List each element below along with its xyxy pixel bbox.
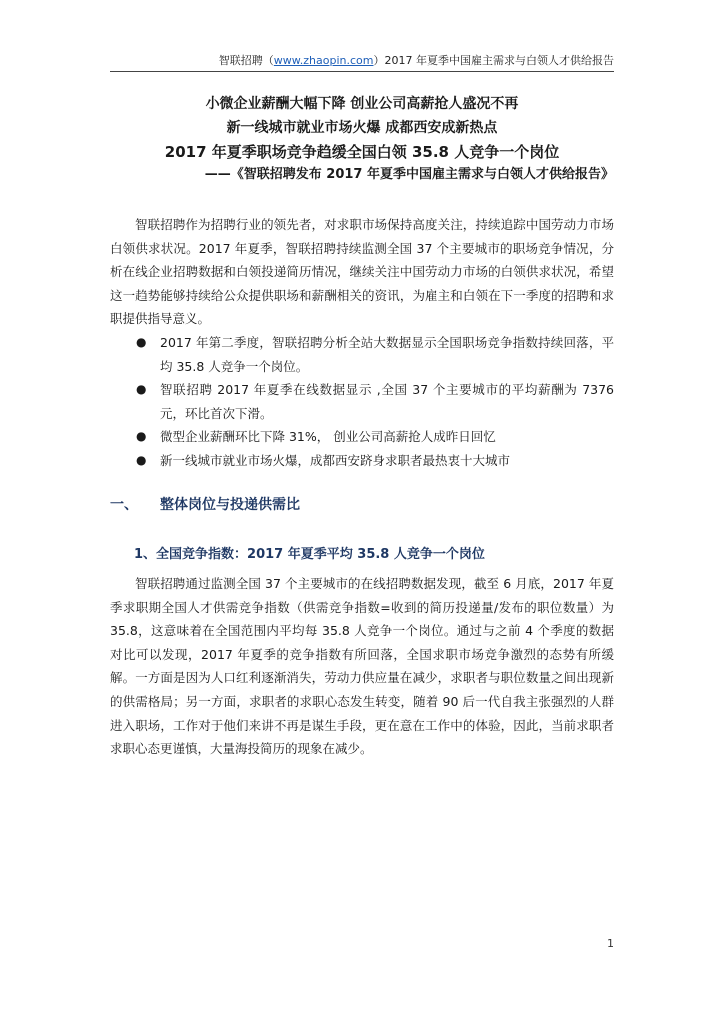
title-line-1: 小微企业薪酬大幅下降 创业公司高薪抢人盛况不再	[205, 96, 519, 112]
header-link[interactable]: www.zhaopin.com	[273, 54, 374, 67]
page-header	[110, 52, 614, 72]
bullet-icon: ●	[136, 334, 147, 349]
title-line-3: 2017 年夏季职场竞争趋缓全国白领 35.8 人竞争一个岗位	[164, 143, 560, 161]
list-item	[110, 378, 614, 425]
list-item	[110, 425, 614, 449]
bullet-text-4: 新一线城市就业市场火爆，成都西安跻身求职者最热衷十大城市	[160, 452, 511, 468]
title-block	[110, 92, 614, 186]
intro-block	[110, 213, 614, 473]
section-number: 一、	[110, 497, 138, 513]
section-heading-1	[110, 494, 300, 514]
section-title: 整体岗位与投递供需比	[160, 497, 300, 513]
list-item	[110, 449, 614, 473]
title-line-2: 新一线城市就业市场火爆 成都西安成新热点	[226, 120, 498, 136]
bullet-icon: ●	[136, 382, 147, 397]
header-suffix: ）2017 年夏季中国雇主需求与白领人才供给报告	[373, 54, 614, 67]
bullet-text-3: 微型企业薪酬环比下降 31%， 创业公司高薪抢人成昨日回忆	[160, 429, 496, 445]
section1-body	[110, 572, 614, 761]
bullet-icon: ●	[136, 452, 147, 467]
bullet-text-1: 2017 年第二季度，智联招聘分析全站大数据显示全国职场竞争指数持续回落，平均 35.8 人竞争一个岗位。	[160, 334, 614, 374]
title-subtitle: ——《智联招聘发布 2017 年夏季中国雇主需求与白领人才供给报告》	[204, 167, 614, 182]
bullet-icon: ●	[136, 429, 147, 444]
list-item	[110, 331, 614, 378]
intro-paragraph: 智联招聘作为招聘行业的领先者，对求职市场保持高度关注，持续追踪中国劳动力市场白领供求状况。2017 年夏季，智联招聘持续监测全国 37 个主要城市的职场竞争情况，分析在线企业招聘数据和白领投递简历情况，继续关注中国劳动力市场的白领供求状况，希望这一趋势能够持续给公众提供职场和薪酬相关的资讯，为雇主和白领在下一季度的招聘和求职提供指导意义。	[110, 217, 614, 327]
key-findings-list	[110, 331, 614, 473]
section1-paragraph: 智联招聘通过监测全国 37 个主要城市的在线招聘数据发现，截至 6 月底，2017 年夏季求职期全国人才供需竞争指数（供需竞争指数=收到的简历投递量/发布的职位数量）为 35.8，这意味着在全国范围内平均每 35.8 人竞争一个岗位。通过与之前 4 个季度的数据对比可以发现，2017 年夏季的竞争指数有所回落，全国求职市场竞争激烈的态势有所缓解。一方面是因为人口红利逐渐消失，劳动力供应量在减少，求职者与职位数量之间出现新的供需格局；另一方面，求职者的求职心态发生转变，随着 90 后一代自我主张强烈的人群进入职场，工作对于他们来讲不再是谋生手段，更在意在工作中的体验，因此，当前求职者求职心态更谨慎，大量海投简历的现象在减少。	[110, 576, 614, 757]
bullet-text-2: 智联招聘 2017 年夏季在线数据显示 ,全国 37 个主要城市的平均薪酬为 7376 元，环比首次下滑。	[160, 382, 614, 421]
header-prefix: 智联招聘（	[218, 54, 274, 67]
subsection-heading-1: 1、全国竞争指数：2017 年夏季平均 35.8 人竞争一个岗位	[134, 547, 485, 562]
page-number: 1	[607, 937, 614, 950]
